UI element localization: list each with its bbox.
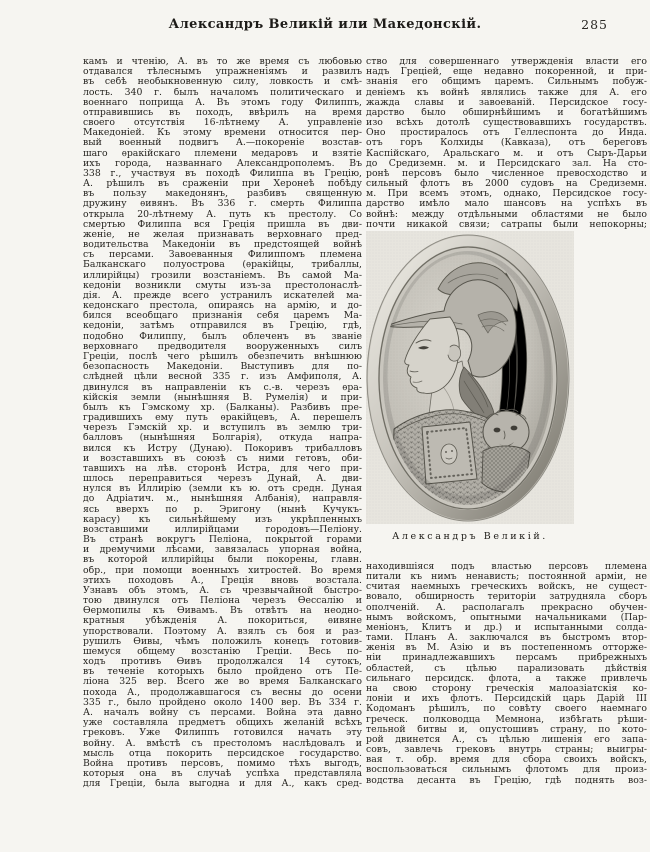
text-line: м. При всемъ этомъ, однако, Персидское госу- [366, 189, 647, 200]
text-line: иллирійцы) грозили возстаніемъ. Въ самой Ма- [83, 270, 362, 281]
text-line: и возставшихъ въ союзѣ съ ними гетовъ, оби- [83, 453, 362, 464]
text-line: кійскія земли (нынѣшняя В. Румелія) и при- [83, 392, 362, 403]
text-line: областей, съ цѣлью парализовать дѣйствія [366, 663, 647, 674]
text-line: отдавался тѣлеснымъ упражненіямъ и развилъ [83, 67, 362, 78]
text-line: и дремучими лѣсами, завязалась упорная война, [83, 545, 362, 556]
text-line: знанія его общимъ царемъ. Сильнымъ побуж- [366, 77, 647, 88]
text-line: кедоніи возникли смуты изъ-за престолонаслѣ- [83, 280, 362, 291]
text-line: женія въ М. Азію и въ постепенномъ отторже- [366, 643, 647, 654]
portrait-figure [366, 231, 574, 542]
text-line: сильнаго персидск. флота, а также привлечь [366, 673, 647, 684]
text-line: смертью Филиппа вся Греція пришла въ дви- [83, 219, 362, 230]
text-line: рушилъ Ѳивы, чѣмъ положилъ конецъ готовив- [83, 636, 362, 647]
text-column-right [366, 57, 647, 786]
text-line: изо всѣхъ дотолѣ существовавшихъ государствъ. [366, 118, 647, 129]
text-line: шемуся общему возстанію Греціи. Весь по- [83, 646, 362, 657]
text-line: вился къ Истру (Дунаю). Покоривъ трибалловъ [83, 443, 362, 454]
text-line: которыя она въ случаѣ успѣха представляла [83, 769, 362, 780]
text-line: черезъ Гэмскій хр. и вступилъ въ землю три- [83, 423, 362, 434]
text-line: до Адріатич. м., нынѣшняя Албанія), направля- [83, 494, 362, 505]
text-line: на свою сторону греческія малоазіатскія ко- [366, 683, 647, 694]
text-line: дружину ѳивянъ. Въ 336 г. смерть Филиппа [83, 199, 362, 210]
text-line: этихъ походовъ А., Греція вновь возстала. [83, 575, 362, 586]
text-line: для Греціи, была выгодна и для А., какъ сред- [83, 779, 362, 790]
text-line: греческ. полководца Мемнона, избѣгать рѣши- [366, 714, 647, 725]
text-line: Балканскаго полуострова (ѳракійцы, трибаллы, [83, 260, 362, 271]
text-line: 338 г., участвуя въ походѣ Филиппа въ Грецію, [83, 168, 362, 179]
text-line: обр., при помощи военныхъ хитростей. Во время [83, 565, 362, 576]
text-line: войнѣ: между отдѣльными областями не было [366, 209, 647, 220]
text-line: мысль отца покорить персидское государство. [83, 748, 362, 759]
text-line: въ теченіе которыхъ было пройдено отъ Пе- [83, 667, 362, 678]
text-line: А. началъ войну съ персами. Война эта давно [83, 708, 362, 718]
text-line: Война противъ персовъ, помимо тѣхъ выгодъ, [83, 758, 362, 769]
text-line: войну. А. вмѣстѣ съ престоломъ наслѣдовалъ и [83, 738, 362, 749]
text-line: почти никакой связи; сатрапы были непокорны; [366, 219, 647, 230]
text-line: нымъ войскомъ, опытными начальниками (Пар- [366, 612, 647, 623]
text-line: Македоніей. Къ этому времени относится пер- [83, 128, 362, 139]
text-line: безопасность Македоніи. Выступивъ для по- [83, 362, 362, 373]
text-line: балловъ (нынѣшняя Болгарія), откуда напра- [83, 433, 362, 444]
text-line: вовало, обширность територіи затрудняла сборъ [366, 592, 647, 603]
text-line: ясь вверхъ по р. Эригону (нынѣ Кучукъ- [83, 504, 362, 515]
text-line: градившихъ ему путь ѳракійцевъ, А. перешелъ [83, 413, 362, 424]
text-line: Кодоманъ рѣшилъ, по совѣту своего наемнаго [366, 704, 647, 715]
text-line: отъ горъ Колхиды (Кавказа), отъ береговъ [366, 138, 647, 149]
text-line: ходъ противъ Ѳивъ продолжался 14 сутокъ, [83, 657, 362, 668]
text-line: уже составляла предметъ общихъ желаній всѣхъ [83, 718, 362, 729]
text-line: вый военный подвигъ А.—покореніе возстав- [83, 138, 362, 149]
text-line: въ которой иллирійцы были покорены, главн. [83, 555, 362, 566]
text-line: кедонскаго престола, опираясь на армію, и до- [83, 301, 362, 312]
text-line: шаго ѳракійскаго племени медаровъ и взятіе [83, 148, 362, 159]
text-line: Въ странѣ вокругъ Пеліона, покрытой горами [83, 535, 362, 546]
text-line: своего отсутствія 16-лѣтнему А. управленіе [83, 118, 362, 129]
text-line: Каспійскаго, Аральскаго м. и отъ Сыръ-Дарьи [366, 148, 647, 159]
text-line: Ѳермопилы къ Ѳивамъ. Въ отвѣтъ на неодно- [83, 606, 362, 617]
text-line: тами. Планъ А. заключался въ быстромъ втор- [366, 633, 647, 644]
text-column-left [83, 57, 362, 789]
text-line: ліона 325 вер. Всего же во время Балканскаго [83, 677, 362, 688]
text-line: упорствовали. Поэтому А. взялъ съ боя и раз- [83, 626, 362, 637]
text-line: находившіяся подъ властью персовъ племена [366, 561, 647, 572]
text-line: совъ, завлечь грековъ внутрь страны; выигры- [366, 745, 647, 756]
text-line: воспользоваться сильнымъ флотомъ для произ- [366, 765, 647, 776]
text-line: камъ и чтенію, А. въ то же время съ любовью [83, 57, 362, 67]
text-line: А. рѣшилъ въ сраженіи при Херонеѣ побѣду [83, 179, 362, 190]
text-line: дія. А. прежде всего устранилъ искателей ма- [83, 290, 362, 301]
text-line: шлось переправиться черезъ Дунай, А. дви- [83, 474, 362, 485]
text-line: съ персами. Завоеванныя Филиппомъ племена [83, 250, 362, 261]
text-line: кедоніи, затѣмъ отправился въ Грецію, гдѣ, [83, 321, 362, 332]
text-line: подобно Филиппу, былъ облеченъ въ званіе [83, 331, 362, 342]
text-line: слѣдней цѣли весной 335 г. изъ Амфиполя, А. [83, 372, 362, 383]
text-line: открыла 20-лѣтнему А. путь къ престолу. Со [83, 209, 362, 220]
figure-caption: Александръ Великій. [392, 530, 548, 542]
text-line: былъ къ Гэмскому хр. (Балканы). Разбивъ пре- [83, 402, 362, 413]
text-line: возставшими иллирійцами городовъ—Пеліону. [83, 524, 362, 535]
text-line: лость. 340 г. былъ началомъ политическаго и [83, 87, 362, 98]
cameo-engraving-image [366, 231, 574, 524]
text-line: ство для совершеннаго утвержденія власти его [366, 57, 647, 67]
text-line: Греціи, послѣ чего рѣшилъ обезпечить внѣшнюю [83, 351, 362, 362]
text-line: жажда славы и завоеваній. Персидское госу- [366, 97, 647, 108]
text-line: до Средиземн. м. и Персидскаго зал. На сто- [366, 158, 647, 169]
running-header [0, 17, 650, 35]
text-line: Оно простиралось отъ Геллеспонта до Инда. [366, 128, 647, 139]
text-line: сильный флотъ въ 2000 судовъ на Средиземн. [366, 179, 647, 190]
text-line: бился всеобщаго признанія себя царемъ Ма- [83, 311, 362, 322]
text-line: дарство было обширнѣйшимъ и богатѣйшимъ [366, 107, 647, 118]
text-line: въ себѣ необыкновенную силу, ловкость и смѣ- [83, 77, 362, 88]
text-line: грековъ. Уже Филиппъ готовился начать эту [83, 728, 362, 739]
text-line: тою двинулся отъ Пеліона черезъ Ѳессалію и [83, 596, 362, 607]
text-line: меніонъ, Клитъ и др.) и испытанными солда- [366, 622, 647, 633]
right-column-bottom-text [366, 562, 647, 786]
text-line: водства десанта въ Грецію, гдѣ поднять воз- [366, 775, 647, 786]
text-line: похода А., продолжавшагося съ весны до осени [83, 687, 362, 698]
text-line: отправившись въ походъ, ввѣрилъ на время [83, 107, 362, 118]
text-line: ополченій. А. располагалъ прекрасно обучен- [366, 602, 647, 613]
text-line: вая т. обр. время для сбора своихъ войскъ, [366, 755, 647, 766]
text-line: водительства Македоніи въ предстоящей войнѣ [83, 240, 362, 251]
text-line: Узнавъ объ этомъ, А. съ чрезвычайной быстро- [83, 585, 362, 596]
text-line: ніи принадлежавшихъ персамъ прибрежныхъ [366, 653, 647, 664]
text-line: верховнаго предводителя вооруженныхъ силъ [83, 341, 362, 352]
text-line: нулся въ Иллирію (земли къ ю. отъ средн. Дуная [83, 484, 362, 495]
text-line: ихъ города, названнаго Александрополемъ. Въ [83, 158, 362, 169]
text-line: дарство имѣло мало шансовъ на успѣхъ въ [366, 199, 647, 210]
text-line: ронѣ персовъ было численное превосходство и [366, 168, 647, 179]
text-line: въ пользу македонянъ, разбивъ священную [83, 189, 362, 200]
right-column-top-text [366, 57, 647, 230]
text-line: кратныя убѣжденія А. покориться, ѳивяне [83, 616, 362, 627]
text-line: карасу) къ сильнѣйшему изъ укрѣпленныхъ [83, 514, 362, 525]
text-line: надъ Греціей, еще недавно покоренной, и при- [366, 67, 647, 78]
text-line: рой двинется А., съ цѣлью лишенія его запа- [366, 734, 647, 745]
text-line: считая наемныхъ греческихъ войскъ, не сущест- [366, 582, 647, 593]
alexander-cameo-engraving [366, 231, 574, 524]
text-line: тавшихъ на лѣв. сторонѣ Истра, для чего при- [83, 463, 362, 474]
text-line: военнаго поприща А. Въ этомъ году Филиппъ, [83, 97, 362, 108]
text-line: питали къ нимъ ненависть; постоянной арміи, не [366, 572, 647, 583]
text-line: деніемъ къ войнѣ являлись также для А. его [366, 87, 647, 98]
page-title: Александръ Великій или Македонскій. [168, 17, 482, 32]
text-line: женіе, не желая признавать верховнаго пред- [83, 229, 362, 240]
text-line: лоніи и ихъ флотъ. Персидскій царь Дарій III [366, 694, 647, 705]
text-line: тельной битвы и, опустошивъ страну, по кото- [366, 724, 647, 735]
text-line: двинулся въ направленіи къ с.-в. черезъ ѳра- [83, 382, 362, 393]
page-number: 285 [581, 17, 608, 32]
text-line: 335 г., было пройдено около 1400 вер. Въ 334 г. [83, 697, 362, 708]
